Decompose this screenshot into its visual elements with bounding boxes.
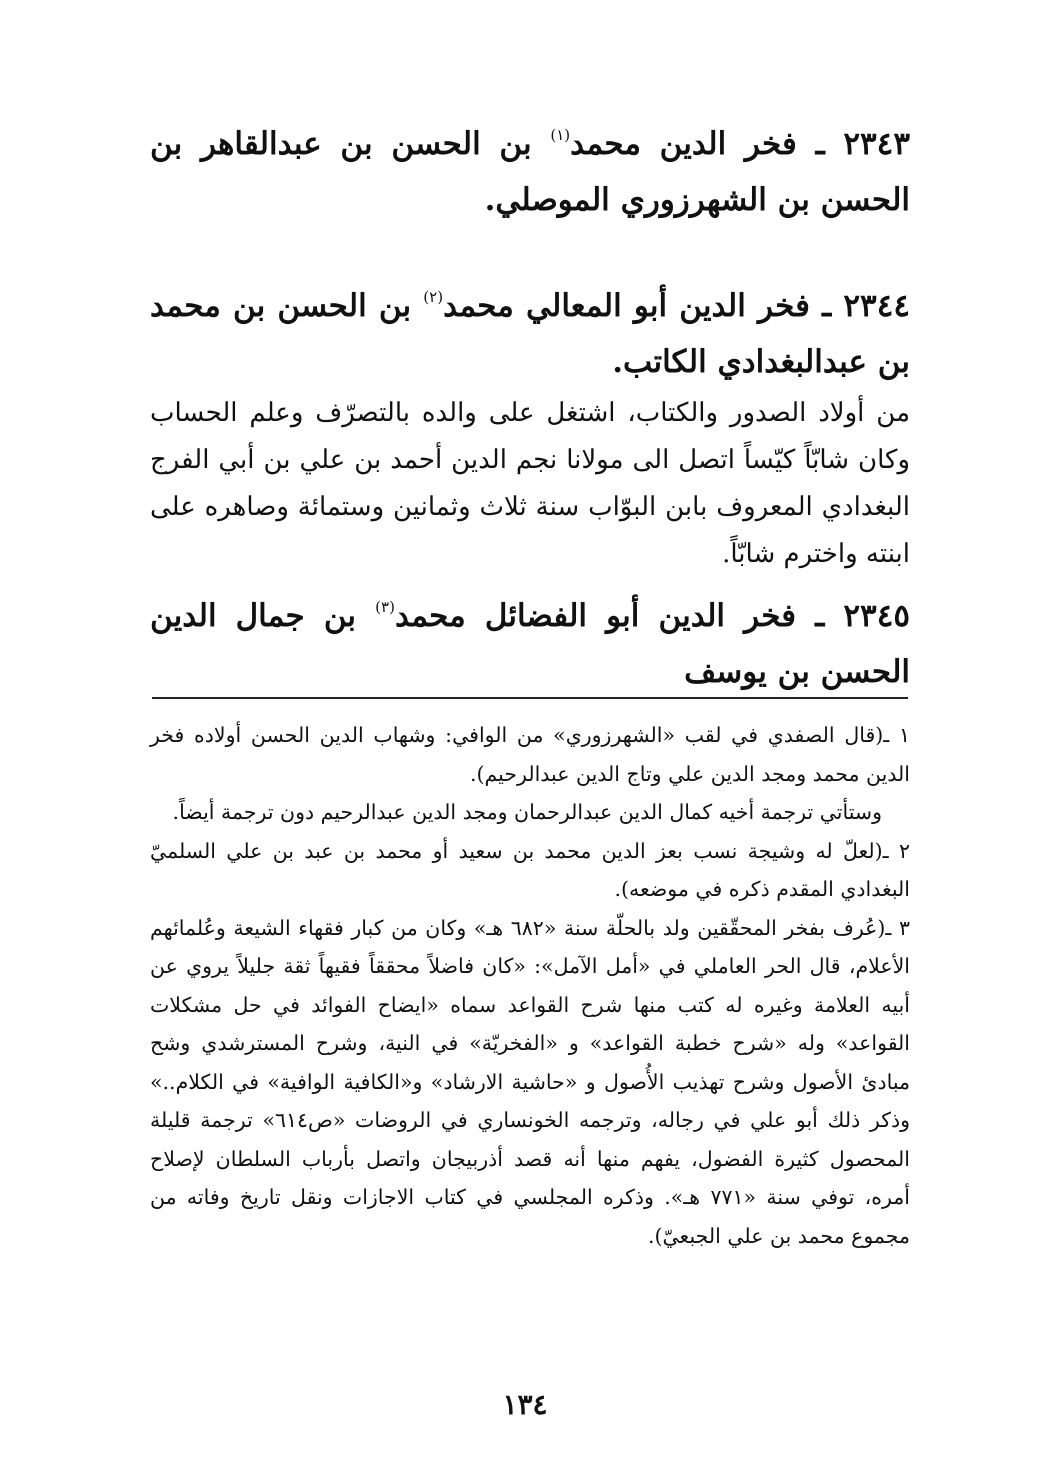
- entry-heading-text: بن جمال الدين الحسن بن يوسف: [150, 598, 910, 690]
- footnotes-section: [150, 716, 910, 1255]
- footnote-1: ١ ـ(قال الصفدي في لقب «الشهرزوري» من الوافي: وشهاب الدين الحسن أولاده فخر الدين محمد ومجد الدين علي وتاج الدين عبدالرحيم).: [150, 723, 910, 786]
- footnote-ref: (٢): [423, 288, 444, 306]
- footnote-separator: [152, 697, 908, 699]
- entry-heading-text: ٢٣٤٣ ـ فخر الدين محمد: [570, 126, 910, 162]
- footnote-1-continuation: وستأتي ترجمة أخيه كمال الدين عبدالرحمان ومجد الدين عبدالرحيم دون ترجمة أيضاً.: [172, 800, 882, 824]
- entry-heading-text: بن الحسن بن محمد بن عبدالبغدادي الكاتب.: [150, 288, 910, 380]
- page-number: ١٣٤: [502, 1388, 548, 1421]
- footnote-2: ٢ ـ(لعلّ له وشيجة نسب بعز الدين محمد بن سعيد أو محمد بن عبد بن علي السلميّ البغدادي المقدم ذكره في موضعه).: [150, 838, 910, 901]
- footnote-3: ٣ ـ(عُرف بفخر المحقّقين ولد بالحلّة سنة «٦٨٢ هـ» وكان من كبار فقهاء الشيعة وعُلمائهم الأعلام، قال الحر العاملي في «أمل الآمل»: «كان فاضلاً محققاً فقيهاً ثقة جليلاً يروي عن أبيه العلامة وغيره له كتب منها شرح القواعد سماه «ايضاح الفوائد في حل مشكلات القواعد» وله «شرح خطبة القواعد» و «الفخريّة» في النية، وشرح المسترشدي وشح مبادئ الأصول وشرح تهذيب الأُصول و «حاشية الارشاد» و«الكافية الوافية» في الكلام..» وذكر ذلك أبو علي في رجاله، وترجمه الخونساري في الروضات «ص٦١٤» ترجمة قليلة المحصول كثيرة الفضول، يفهم منها أنه قصد أذربيجان واتصل بأرباب السلطان لإصلاح أمره، توفي سنة «٧٧١ هـ». وذكره المجلسي في كتاب الاجازات ونقل تاريخ وفاته من مجموع محمد بن علي الجبعيّ).: [150, 915, 910, 1248]
- entry-2345: [150, 588, 910, 700]
- entry-heading-text: ٢٣٤٥ ـ فخر الدين أبو الفضائل محمد: [394, 598, 910, 634]
- entry-heading-text: بن الحسن بن عبدالقاهر بن الحسن بن الشهرزوري الموصلي.: [150, 126, 910, 218]
- footnote-ref: (٣): [375, 598, 395, 616]
- entry-heading: [150, 278, 910, 390]
- entry-body: من أولاد الصدور والكتاب، اشتغل على والده بالتصرّف وعلم الحساب وكان شابّاً كيّساً اتصل الى مولانا نجم الدين أحمد بن علي بن أبي الفرج البغدادي المعروف بابن البوّاب سنة ثلاث وثمانين وستمائة وصاهره على ابنته واخترم شابّاً.: [150, 398, 910, 569]
- footnote-ref: (١): [550, 126, 571, 144]
- entry-heading: [150, 116, 910, 228]
- entry-2343: [150, 116, 910, 228]
- entry-2344: [150, 278, 910, 578]
- entry-heading-text: ٢٣٤٤ ـ فخر الدين أبو المعالي محمد: [443, 288, 910, 324]
- entry-heading: [150, 588, 910, 700]
